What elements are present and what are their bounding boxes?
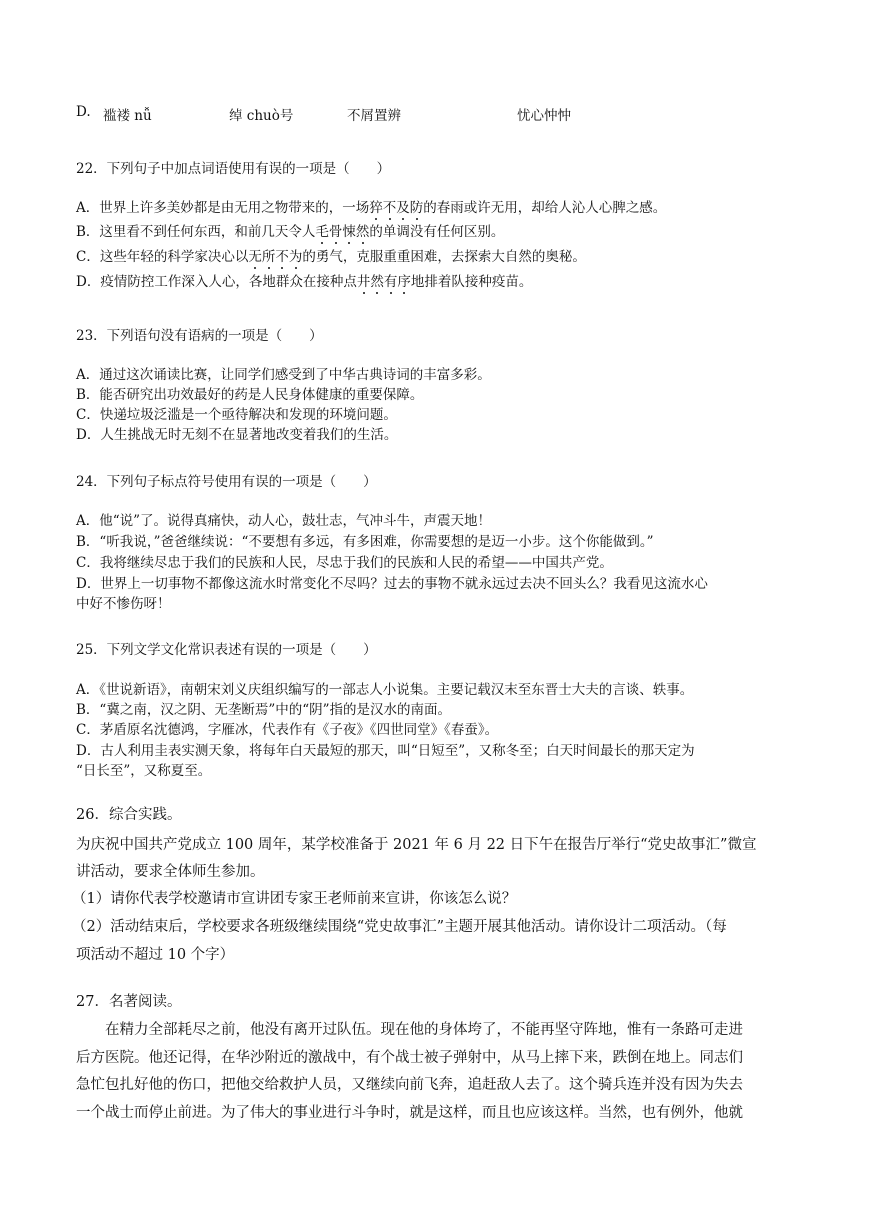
emphasis-dot-char: 悚 (342, 224, 356, 240)
q22-option-b (76, 222, 504, 242)
q22-option-a (76, 198, 666, 218)
q23-stem: 23．下列语句没有语病的一项是（ ） (76, 328, 323, 344)
q26-subquestion-1: （1）请你代表学校邀请市宣讲团专家王老师前来宣讲，你该怎么说？ (72, 891, 517, 907)
q22-b-dotted-word (315, 224, 369, 240)
q25-option-c: C．茅盾原名沈德鸿，字雁冰，代表作有《子夜》《四世同堂》《春蚕》。 (76, 722, 499, 738)
q25-stem: 25．下列文学文化常识表述有误的一项是（ ） (76, 642, 377, 658)
q22-a-post: 的春雨或许无用，却给人沁人心脾之感。 (423, 200, 667, 216)
q24-option-d-line-2: 中好不惨伤呀！ (76, 596, 171, 612)
emphasis-dot-char: 及 (396, 200, 410, 216)
emphasis-dot-char: 井 (356, 274, 371, 290)
q26-paragraph-line-2: 讲活动，要求全体师生参加。 (76, 864, 265, 880)
q21-option-d-item-2: 绰 chuò号 (229, 108, 294, 124)
q21-option-d-item-3: 不屑置辨 (347, 108, 401, 124)
q27-passage-line-2: 后方医院。他还记得，在华沙附近的激战中，有个战士被子弹射中，从马上摔下来，跌倒在地上。同志们 (76, 1050, 743, 1066)
q26-subquestion-2-line-2: 项活动不超过 10 个字） (76, 947, 235, 963)
q21-option-d-item-1: 褴褛 nǚ (103, 108, 152, 124)
q25-option-d-line-2: “日长至”，又称夏至。 (76, 763, 212, 779)
q22-option-d (76, 272, 532, 292)
q25-option-b: B．“冀之南，汉之阴、无垄断焉”中的“阴”指的是汉水的南面。 (76, 702, 452, 718)
emphasis-dot-char: 为 (288, 249, 303, 265)
emphasis-dot-char: 骨 (328, 224, 343, 240)
q24-stem: 24．下列句子标点符号使用有误的一项是（ ） (76, 474, 377, 490)
q22-d-dotted-word (357, 274, 411, 290)
q26-subquestion-2-line-1: （2）活动结束后，学校要求各班级继续围绕“党史故事汇”主题开展其他活动。请你设计二项活动。（每 (72, 919, 727, 935)
q27-passage-line-1: 在精力全部耗尽之前，他没有离开过队伍。现在他的身体垮了，不能再坚守阵地，惟有一条路可走进 (105, 1022, 743, 1038)
q23-option-c: C．快递垃圾泛滥是一个亟待解决和发现的环境问题。 (76, 407, 397, 423)
q22-c-dotted-word (248, 249, 302, 265)
emphasis-dot-char: 序 (397, 274, 411, 290)
emphasis-dot-char: 防 (409, 200, 424, 216)
emphasis-dot-char: 然 (370, 274, 384, 290)
emphasis-dot-char: 所 (261, 249, 276, 265)
q22-c-pre: C．这些年轻的科学家决心以 (76, 249, 249, 265)
emphasis-dot-char: 猝 (369, 200, 383, 216)
q22-option-c (76, 247, 586, 267)
q24-option-c: C．我将继续尽忠于我们的民族和人民，尽忠于我们的民族和人民的希望——中国共产党。 (76, 555, 613, 571)
q24-option-a: A．他“说”了。说得真痛快，动人心，鼓壮志，气冲斗牛，声震天地！ (76, 513, 492, 529)
q24-option-b: B．“听我说，”爸爸继续说：“不要想有多远，有多困难，你需要想的是迈一小步。这个你能做到。” (76, 534, 654, 550)
emphasis-dot-char: 不 (275, 249, 289, 265)
emphasis-dot-char: 毛 (315, 224, 329, 240)
q23-option-a: A．通过这次诵读比赛，让同学们感受到了中华古典诗词的丰富多彩。 (76, 367, 491, 383)
emphasis-dot-char: 无 (248, 249, 262, 265)
q21-option-d-item-4: 忧心忡忡 (517, 108, 571, 124)
q22-c-post: 的勇气，克服重重困难，去探索大自然的奥秘。 (302, 249, 586, 265)
q22-a-pre: A．世界上许多美妙都是由无用之物带来的，一场 (76, 200, 370, 216)
emphasis-dot-char: 然 (355, 224, 370, 240)
emphasis-dot-char: 不 (382, 200, 397, 216)
q25-option-d-line-1: D．古人利用圭表实测天象，将每年白天最短的那天，叫“日短至”，又称冬至；白天时间最长的那天定为 (76, 743, 695, 759)
q27-passage-line-4: 一个战士而停止前进。为了伟大的事业进行斗争时，就是这样，而且也应该这样。当然，也有例外，他就 (76, 1105, 743, 1121)
q22-b-post: 的单调没有任何区别。 (369, 224, 505, 240)
q21-option-d-label: D. (76, 104, 91, 120)
q22-stem: 22．下列句子中加点词语使用有误的一项是（ ） (76, 161, 391, 177)
q24-option-d-line-1: D．世界上一切事物不都像这流水时常变化不尽吗？过去的事物不就永远过去决不回头么？我看见这流水心 (76, 576, 708, 592)
emphasis-dot-char: 有 (383, 274, 398, 290)
q22-a-dotted-word (369, 200, 423, 216)
q27-passage-line-3: 急忙包扎好他的伤口，把他交给救护人员，又继续向前飞奔，追赶敌人去了。这个骑兵连并没有因为失去 (76, 1077, 743, 1093)
q26-paragraph-line-1: 为庆祝中国共产党成立 100 周年，某学校准备于 2021 年 6 月 22 日下午在报告厅举行“党史故事汇”微宣 (76, 837, 757, 853)
q25-option-a: A．《世说新语》，南朝宋刘义庆组织编写的一部志人小说集。主要记载汉末至东晋士大夫的言谈、轶事。 (76, 682, 694, 698)
q22-d-post: 地排着队接种疫苗。 (410, 274, 533, 290)
q27-stem: 27．名著阅读。 (76, 994, 182, 1010)
q23-option-b: B．能否研究出功效最好的药是人民身体健康的重要保障。 (76, 387, 424, 403)
q22-b-pre: B．这里看不到任何东西，和前几天令人 (76, 224, 316, 240)
q22-d-pre: D．疫情防控工作深入人心，各地群众在接种点 (76, 274, 357, 290)
q26-stem: 26．综合实践。 (76, 807, 182, 823)
q23-option-d: D．人生挑战无时无刻不在显著地改变着我们的生活。 (76, 427, 398, 443)
